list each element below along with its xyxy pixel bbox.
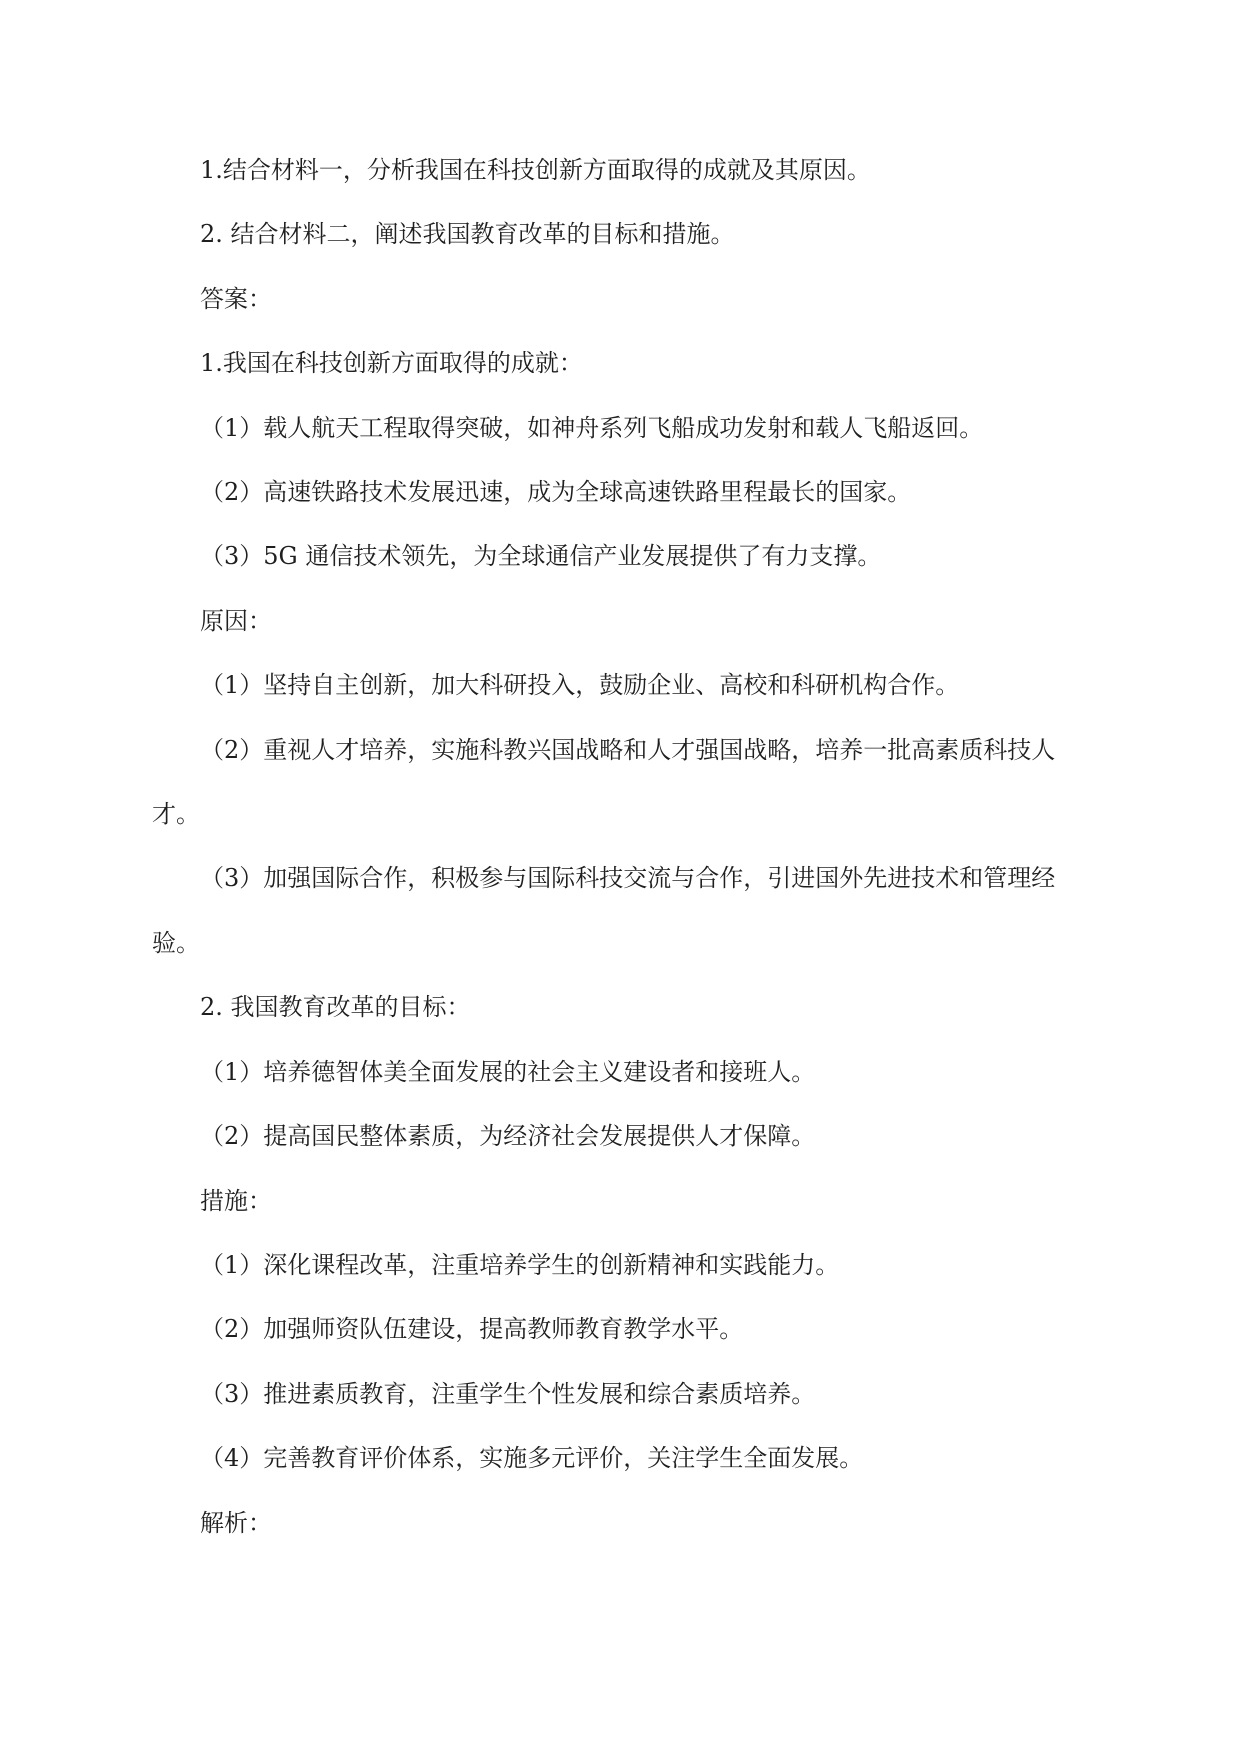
measure-item-4: （4）完善教育评价体系，实施多元评价，关注学生全面发展。: [200, 1444, 864, 1473]
achievement-item-1: （1）载人航天工程取得突破，如神舟系列飞船成功发射和载人飞船返回。: [200, 413, 984, 442]
reason-item-1: （1）坚持自主创新，加大科研投入，鼓励企业、高校和科研机构合作。: [200, 671, 960, 700]
reason-item-2: （2）重视人才培养，实施科教兴国战略和人才强国战略，培养一批高素质科技人才。: [152, 735, 1056, 829]
measure-item-1: （1）深化课程改革，注重培养学生的创新精神和实践能力。: [200, 1250, 840, 1279]
question-2: 2. 结合材料二，阐述我国教育改革的目标和措施。: [200, 220, 735, 249]
analysis-heading: 解析：: [200, 1508, 272, 1537]
measures-heading: 措施：: [200, 1186, 272, 1215]
answer-heading: 答案：: [200, 284, 272, 313]
question-1: 1.结合材料一，分析我国在科技创新方面取得的成就及其原因。: [200, 156, 871, 184]
goal-item-2: （2）提高国民整体素质，为经济社会发展提供人才保障。: [200, 1122, 816, 1151]
document-body: [152, 138, 1092, 1555]
answer-1-heading: 1.我国在科技创新方面取得的成就：: [200, 349, 583, 378]
measure-item-3: （3）推进素质教育，注重学生个性发展和综合素质培养。: [200, 1379, 816, 1408]
goal-item-1: （1）培养德智体美全面发展的社会主义建设者和接班人。: [200, 1057, 816, 1086]
reason-item-3: （3）加强国际合作，积极参与国际科技交流与合作，引进国外先进技术和管理经验。: [152, 864, 1056, 957]
achievement-item-2: （2）高速铁路技术发展迅速，成为全球高速铁路里程最长的国家。: [200, 478, 912, 507]
measure-item-2: （2）加强师资队伍建设，提高教师教育教学水平。: [200, 1315, 744, 1344]
reason-heading: 原因：: [200, 606, 272, 635]
achievement-item-3: （3）5G 通信技术领先，为全球通信产业发展提供了有力支撑。: [200, 542, 882, 571]
answer-2-heading: 2. 我国教育改革的目标：: [200, 993, 471, 1022]
